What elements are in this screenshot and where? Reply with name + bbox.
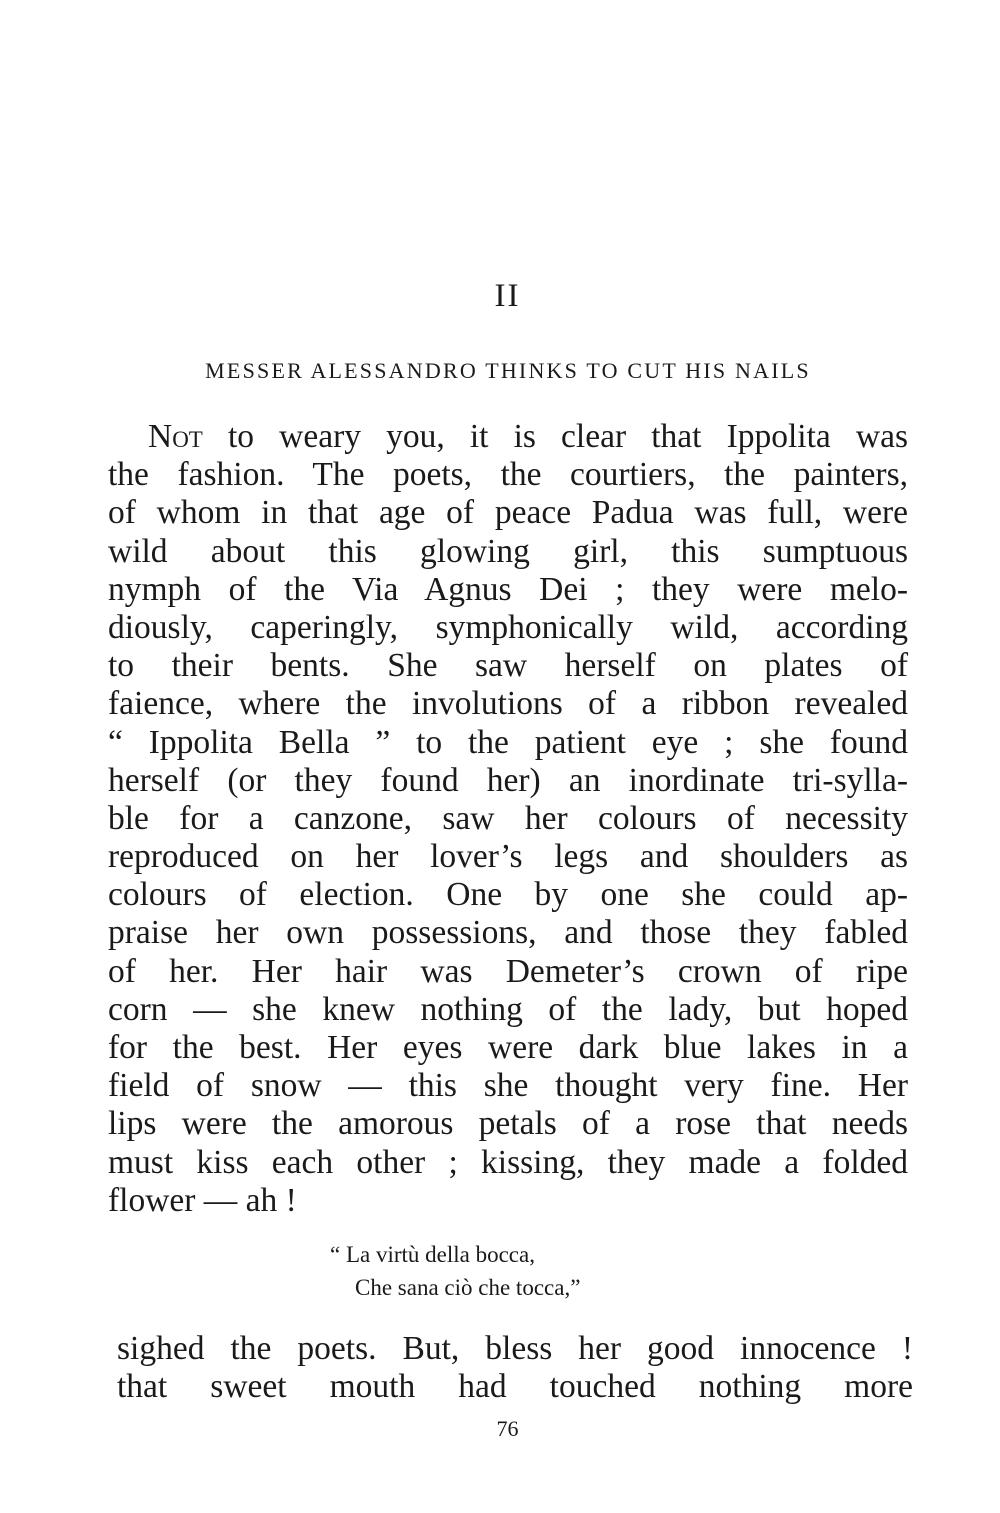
page-number: 76: [496, 1416, 519, 1441]
text-line-rest: to weary you, it is clear that Ippolita was: [202, 418, 908, 455]
text-line: sighed the poets. But, bless her good innocence !: [117, 1330, 913, 1367]
text-line: wild about this glowing girl, this sumptuous: [108, 532, 908, 570]
verse-line: Che sana ciò che tocca,”: [355, 1275, 581, 1300]
text-line: that sweet mouth had touched nothing more: [117, 1368, 913, 1406]
verse-line: “ La virtù della bocca,: [330, 1242, 535, 1267]
text-line: the fashion. The poets, the courtiers, the painters,: [108, 456, 908, 494]
text-line: nymph of the Via Agnus Dei ; they were melo-: [108, 570, 908, 608]
text-line: corn — she knew nothing of the lady, but hoped: [108, 990, 908, 1028]
text-line: colours of election. One by one she could ap-: [108, 876, 908, 914]
text-line: praise her own possessions, and those they fabled: [108, 914, 908, 952]
text-line: must kiss each other ; kissing, they made a folded: [108, 1143, 908, 1181]
text-line: herself (or they found her) an inordinate tri-sylla-: [108, 761, 908, 799]
text-line: field of snow — this she thought very fine. Her: [108, 1067, 908, 1105]
text-line: “ Ippolita Bella ” to the patient eye ; she found: [108, 723, 908, 761]
text-line: [108, 418, 908, 456]
chapter-title: MESSER ALESSANDRO THINKS TO CUT HIS NAILS: [205, 358, 811, 383]
text-line: reproduced on her lover’s legs and shoulders as: [108, 838, 908, 876]
text-line: to their bents. She saw herself on plates of: [108, 647, 908, 685]
chapter-number: II: [494, 278, 521, 314]
drop-word: Not: [148, 418, 203, 455]
text-line: of her. Her hair was Demeter’s crown of ripe: [108, 952, 908, 990]
text-line: diously, caperingly, symphonically wild, according: [108, 608, 908, 646]
verse-quote: [330, 1238, 730, 1304]
text-line: of whom in that age of peace Padua was full, were: [108, 494, 908, 532]
text-line: faience, where the involutions of a ribbon revealed: [108, 685, 908, 723]
paragraph-2: [117, 1330, 913, 1406]
text-line: ble for a canzone, saw her colours of necessity: [108, 799, 908, 837]
text-line: lips were the amorous petals of a rose that needs: [108, 1105, 908, 1143]
text-line: flower — ah !: [108, 1181, 297, 1219]
paragraph-1: [108, 418, 908, 1220]
text-line: for the best. Her eyes were dark blue lakes in a: [108, 1029, 908, 1066]
